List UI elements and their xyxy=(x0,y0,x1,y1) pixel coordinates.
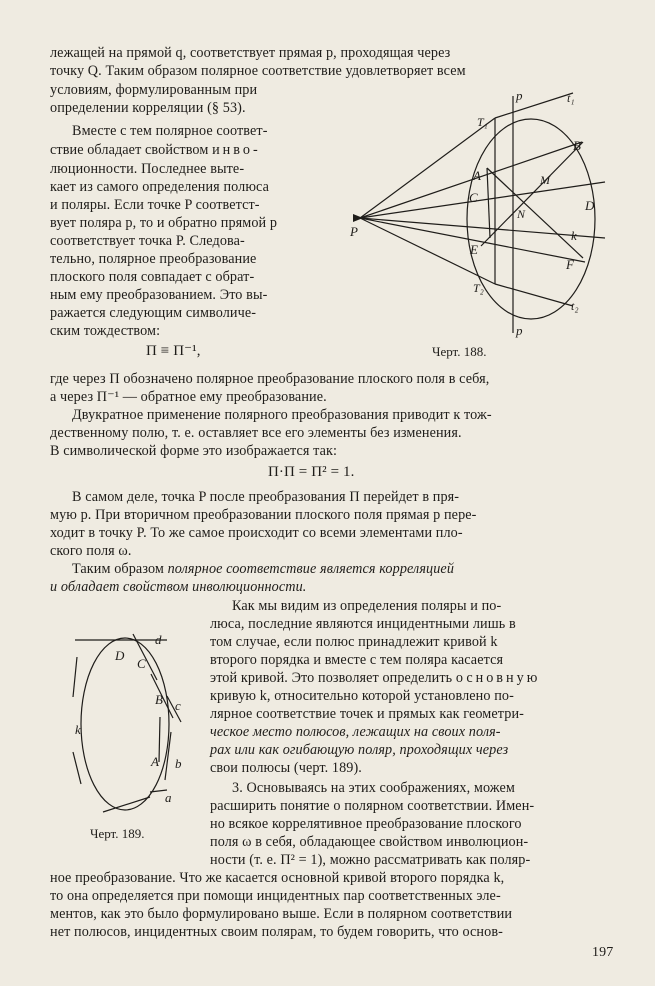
text-line: соответствует точка P. Следова- xyxy=(50,233,245,249)
text-line: В символической форме это изображается так: xyxy=(50,443,338,459)
tangent-t2 xyxy=(495,284,573,306)
ray xyxy=(360,182,605,218)
text-line: Вместе с тем полярное соответ- xyxy=(72,123,268,139)
text-line: тельно, полярное преобразование xyxy=(50,251,257,267)
tangent xyxy=(73,752,81,784)
text-line: лярное соответствие точек и прямых как геометри- xyxy=(210,706,524,722)
label-C: C xyxy=(137,656,146,671)
label-a: a xyxy=(165,790,172,805)
text-line: второго порядка и вместе с тем поляра касается xyxy=(210,652,504,668)
figure-188-caption: Черт. 188. xyxy=(432,344,487,359)
label-p: p xyxy=(516,88,523,103)
text-line xyxy=(210,669,540,687)
label-D: D xyxy=(585,198,595,213)
label-k: k xyxy=(571,228,577,243)
figure-189 xyxy=(55,612,195,822)
text-line: дественному полю, т. е. оставляет все его элементы без изменения. xyxy=(50,425,462,441)
page-number: 197 xyxy=(592,945,614,960)
text-line: рах или как огибающую поляр, проходящих через xyxy=(210,742,509,758)
text-line: лежащей на прямой q, соответствует прямая p, проходящая через xyxy=(50,45,451,61)
chord xyxy=(487,168,490,238)
text-line: условиям, формулированным при xyxy=(50,82,258,98)
label-A: A xyxy=(151,754,159,769)
label-N: N xyxy=(517,207,526,221)
chord xyxy=(487,168,583,258)
label-t1: t₁ xyxy=(567,91,575,105)
label-t2: t₂ xyxy=(571,299,579,313)
text-line: ражается следующим символиче- xyxy=(50,305,257,321)
label-C: C xyxy=(469,190,478,205)
text-line: ходит в точку P. То же самое происходит со всеми элементами пло- xyxy=(50,525,463,541)
formula: Π·Π = Π² = 1. xyxy=(268,464,355,480)
label-P: P xyxy=(350,224,358,239)
figure-189-caption: Черт. 189. xyxy=(90,826,145,841)
text-line: ского поля ω. xyxy=(50,543,132,559)
text-line: том случае, если полюс принадлежит кривой k xyxy=(210,634,498,650)
label-c: c xyxy=(175,698,181,713)
text-line: мую p. При вторичном преобразовании плоского поля прямая p пере- xyxy=(50,507,477,523)
text-line: и поляры. Если точке P соответст- xyxy=(50,197,260,213)
text-line: ным ему преобразованием. Это вы- xyxy=(50,287,268,303)
arrow-icon xyxy=(353,214,363,222)
text-line xyxy=(72,560,454,578)
text-line: кает из самого определения полюса xyxy=(50,179,269,195)
label-p-bottom: p xyxy=(516,323,523,338)
label-T2: T₂ xyxy=(473,281,484,295)
label-F: F xyxy=(566,257,574,272)
text-line: ментов, как это было формулировано выше. Если в полярном соответствии xyxy=(50,906,513,922)
ray xyxy=(360,218,605,238)
tangent-t1 xyxy=(495,93,573,118)
text-line: люса, последние являются инцидентными лишь в xyxy=(210,616,516,632)
spaced-word: основную xyxy=(455,670,541,686)
text-line: кривую k, относительно которой установлено по- xyxy=(210,688,514,704)
text-line: определении корреляции (§ 53). xyxy=(50,100,246,116)
text-line: то она определяется при помощи инцидентных пар соответственных эле- xyxy=(50,888,501,904)
chord xyxy=(159,717,160,762)
label-B: B xyxy=(573,138,581,153)
text-line: плоского поля совпадает с обрат- xyxy=(50,269,255,285)
figure-188 xyxy=(345,88,615,340)
text-line: вует поляра p, то и обратно прямой p xyxy=(50,215,278,231)
text-line: но всякое коррелятивное преобразование плоского xyxy=(210,816,522,832)
italic-span: полярное соответствие является корреляцией xyxy=(167,561,455,577)
label-D: D xyxy=(115,648,125,663)
label-k: k xyxy=(75,722,81,737)
text-line: люционности. Последнее выте- xyxy=(50,161,245,177)
tangent xyxy=(73,657,77,697)
chord xyxy=(481,142,583,246)
text-line: ским тождеством: xyxy=(50,323,161,339)
text-line: и обладает свойством инволюционности. xyxy=(50,579,307,595)
text-line: ности (т. е. Π² = 1), можно рассматривать как поляр- xyxy=(210,852,531,868)
label-B: B xyxy=(155,692,163,707)
spaced-word: инво- xyxy=(212,142,261,158)
text-line: ное преобразование. Что же касается основной кривой второго порядка k, xyxy=(50,870,505,886)
text-span: ствие обладает свойством xyxy=(50,142,209,158)
text-line: свои полюсы (черт. 189). xyxy=(210,760,362,776)
label-A: A xyxy=(473,168,481,183)
label-b: b xyxy=(175,756,182,771)
text-line: где через Π обозначено полярное преобразование плоского поля в себя, xyxy=(50,371,490,387)
text-line: расширить понятие о полярном соответствии. Имен- xyxy=(210,798,535,814)
text-line: Двукратное применение полярного преобразования приводит к тож- xyxy=(72,407,492,423)
text-line: ческое место полюсов, лежащих на своих поля- xyxy=(210,724,501,740)
text-line: нет полюсов, инцидентных своим полярам, то будем говорить, что основ- xyxy=(50,924,503,940)
text-span: Таким образом xyxy=(72,561,168,577)
text-line: точку Q. Таким образом полярное соответствие удовлетворяет всем xyxy=(50,63,466,79)
text-line: В самом деле, точка P после преобразования Π перейдет в пря- xyxy=(72,489,460,505)
label-d: d xyxy=(155,632,162,647)
text-span: этой кривой. Это позволяет определить xyxy=(210,670,453,686)
label-M: M xyxy=(540,173,550,187)
text-line: а через Π⁻¹ — обратное ему преобразование. xyxy=(50,389,327,405)
text-line xyxy=(50,141,261,159)
formula: Π ≡ Π⁻¹, xyxy=(146,343,201,359)
ellipse-k xyxy=(81,638,169,810)
text-line: Как мы видим из определения поляры и по- xyxy=(232,598,502,614)
text-line: 3. Основываясь на этих соображениях, можем xyxy=(232,780,515,796)
text-line: поля ω в себя, обладающее свойством инволюцион- xyxy=(210,834,529,850)
label-T1: T₁ xyxy=(477,115,488,129)
label-E: E xyxy=(470,242,478,257)
